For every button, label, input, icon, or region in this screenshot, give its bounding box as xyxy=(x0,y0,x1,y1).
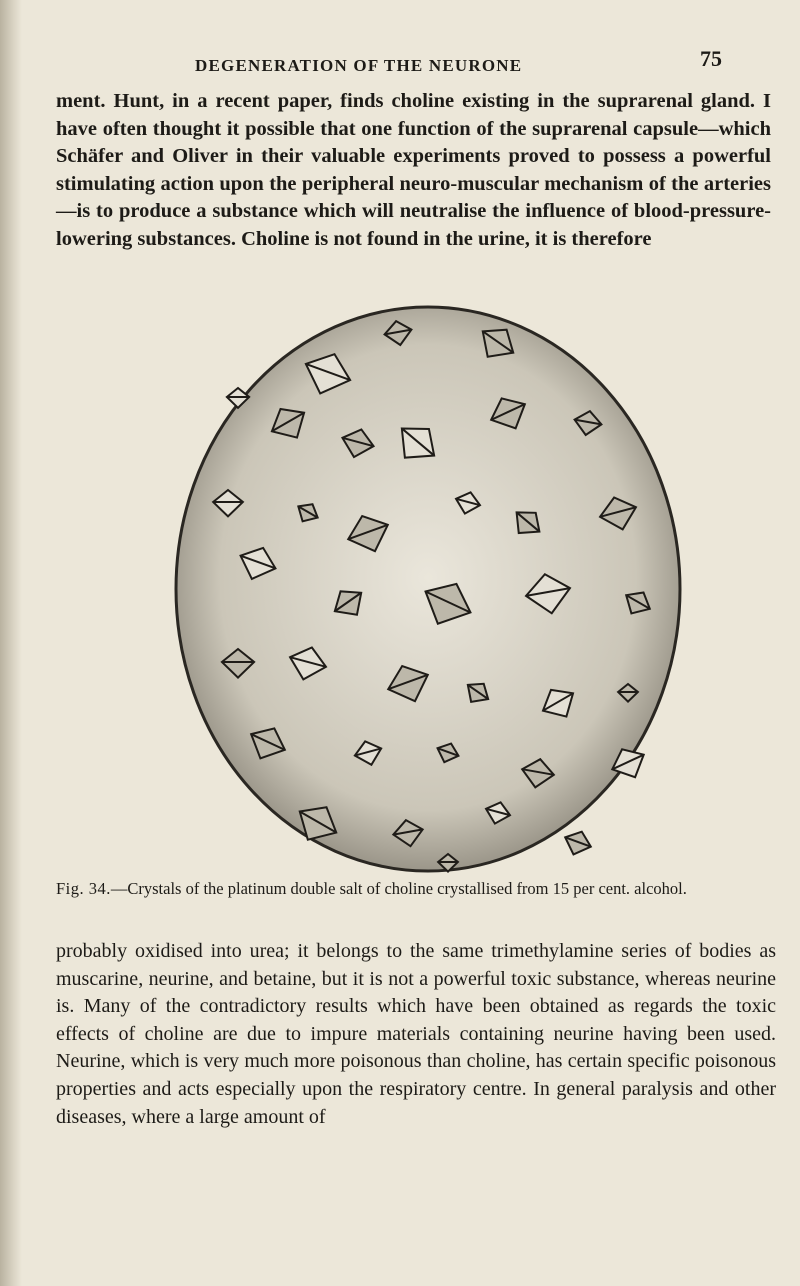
figure-caption xyxy=(56,878,776,900)
paragraph-text: ment. Hunt, in a recent paper, finds choline existing in the suprarenal gland. I have often thought it possible that one function of the suprarenal capsule—which Schäfer and Oliver in their valuable experiments proved to possess a powerful stimulating action upon the peripheral neuro-muscular mechanism of the arteries—is to produce a substance which will neutralise the influence of blood-pressure-lowering substances. Choline is not found in the urine, it is therefore xyxy=(56,90,771,250)
crystal-shape xyxy=(561,827,595,859)
paragraph-text: probably oxidised into urea; it belongs to the same trimethylamine series of bodies as muscarine, neurine, and betaine, but it is not a powerful toxic substance, whereas neurine is. Many of the contradictory results which have been obtained as regards the toxic effects of choline are due to impure materials containing neurine having been used. Neurine, which is very much more poisonous than choline, has certain specific poisonous properties and acts especially upon the respiratory centre. In general paralysis and other diseases, where a large amount of xyxy=(56,940,776,1128)
microscope-field-circle xyxy=(176,307,680,871)
body-paragraph-top xyxy=(56,88,771,253)
running-head: DEGENERATION OF THE NEURONE xyxy=(195,56,523,75)
crystal-micrograph-figure xyxy=(168,302,688,877)
page-spine-shadow xyxy=(0,0,22,1286)
page-number: 75 xyxy=(700,46,722,71)
figure-caption-text: —Crystals of the platinum double salt of choline crystallised from 15 per cent. alcohol. xyxy=(110,879,687,898)
figure-label: Fig. 34. xyxy=(56,879,111,898)
body-paragraph-bottom xyxy=(56,938,776,1131)
